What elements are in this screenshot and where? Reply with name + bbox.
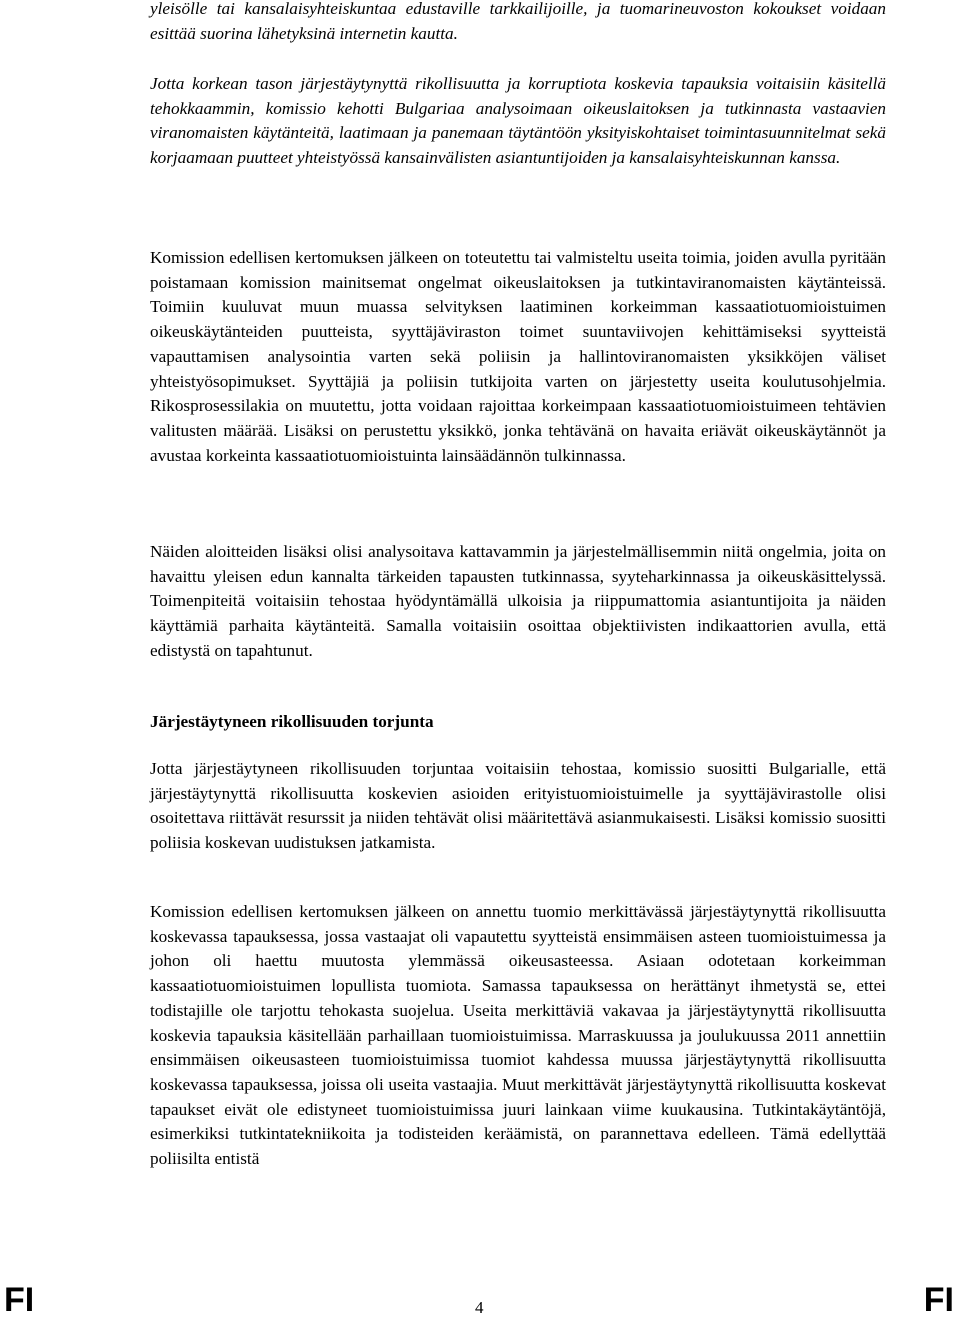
paragraph-2: Jotta korkean tason järjestäytynyttä rikollisuutta ja korruptiota koskevia tapauksia voitaisiin käsitellä tehokkaammin, komissio kehotti Bulgariaa analysoimaan oikeuslaitoksen ja tutkinnasta vastaavien viranomaisten käytänteitä, laatimaan ja panemaan täytäntöön yksityiskohtaiset toimintasuunnitelmat sekä korjaamaan puutteet yhteistyössä kansainvälisten asiantuntijoiden ja kansalaisyhteiskunnan kanssa. bbox=[150, 74, 886, 168]
paragraph-1: yleisölle tai kansalaisyhteiskuntaa edustaville tarkkailijoille, ja tuomarineuvoston kokoukset voidaan esittää suorina lähetyksinä internetin kautta. bbox=[150, 0, 886, 43]
paragraph-6: Komission edellisen kertomuksen jälkeen on annettu tuomio merkittävässä järjestäytynyttä rikollisuutta koskevassa tapauksessa, jossa vastaajat oli vapautettu syytteistä ensimmäisen asteen tuomioistuimessa ja johon oli haettu muutosta ylemmässä oikeusasteessa. Asiaan odotetaan korkeimman kassaatiotuomioistuimen lopullista tuomiota. Samassa tapauksessa on herättänyt ihmetystä se, ettei todistajille ole tarjottu tehokasta suojelua. Useita merkittäviä vakavaa ja järjestäytynyttä rikollisuutta koskevia tapauksia käsitellään parhaillaan tuomioistuimissa. Marraskuussa ja joulukuussa 2011 annettiin ensimmäisen oikeusasteen tuomioistuimissa tuomiot kahdessa muussa järjestäytynyttä rikollisuutta koskevassa tapauksessa, joissa oli useita vastaajia. Muut merkittävät järjestäytynyttä rikollisuutta koskevat tapaukset eivät ole edistyneet tuomioistuimissa juuri lainkaan viime kuukausina. Tutkintakäytäntöjä, esimerkiksi tutkintatekniikoita ja todisteiden keräämistä, on parannettava edelleen. Tämä edellyttää poliisilta entistä bbox=[150, 902, 886, 1169]
footer-language-code-left: FI bbox=[4, 1281, 35, 1319]
paragraph-5: Jotta järjestäytyneen rikollisuuden torjuntaa voitaisiin tehostaa, komissio suositti Bulgarialle, että järjestäytynyttä rikollisuutta koskevien asioiden erityistuomioistuimelle ja syyttäjävirastolle olisi osoitettava riittävät resurssit ja niiden tehtävät olisi määritettävä asianmukaisesti. Lisäksi komissio suositti poliisia koskevan uudistuksen jatkamista. bbox=[150, 759, 886, 853]
paragraph-3: Komission edellisen kertomuksen jälkeen on toteutettu tai valmisteltu useita toimia, joiden avulla pyritään poistamaan komission mainitsemat ongelmat oikeuslaitoksen ja tutkintaviranomaisten käytänteissä. Toimiin kuuluvat muun muassa selvityksen laatiminen korkeimman kassaatiotuomioistuimen oikeuskäytänteiden puutteista, syyttäjäviraston toimet suuntaviivojen kehittämiseksi syytteistä vapauttamisen analysointia varten sekä poliisin ja hallintoviranomaisten yksikköjen väliset yhteistyösopimukset. Syyttäjiä ja poliisin tutkijoita varten on järjestetty useita koulutusohjelmia. Rikosprosessilakia on muutettu, jotta voidaan rajoittaa korkeimpaan kassaatiotuomioistuimeen tehtävien valitusten määrää. Lisäksi on perustettu yksikkö, jonka tehtävänä on havaita eriävät oikeuskäytännöt ja avustaa korkeinta kassaatiotuomioistuinta lainsäädännön tulkinnassa. bbox=[150, 248, 886, 465]
page-number: 4 bbox=[475, 1298, 484, 1317]
section-heading: Järjestäytyneen rikollisuuden torjunta bbox=[150, 712, 434, 731]
footer-language-code-right: FI bbox=[923, 1281, 954, 1319]
paragraph-4: Näiden aloitteiden lisäksi olisi analysoitava kattavammin ja järjestelmällisemmin niitä ongelmia, joita on havaittu yleisen edun kannalta tärkeiden tapausten tutkinnassa, syyteharkinnassa ja oikeuskäsittelyssä. Toimenpiteitä voitaisiin tehostaa hyödyntämällä ulkoisia ja riippumattomia asiantuntijoita ja näiden käyttämiä parhaita käytänteitä. Samalla voitaisiin osoittaa objektiivisten indikaattorien avulla, että edistystä on tapahtunut. bbox=[150, 542, 886, 660]
